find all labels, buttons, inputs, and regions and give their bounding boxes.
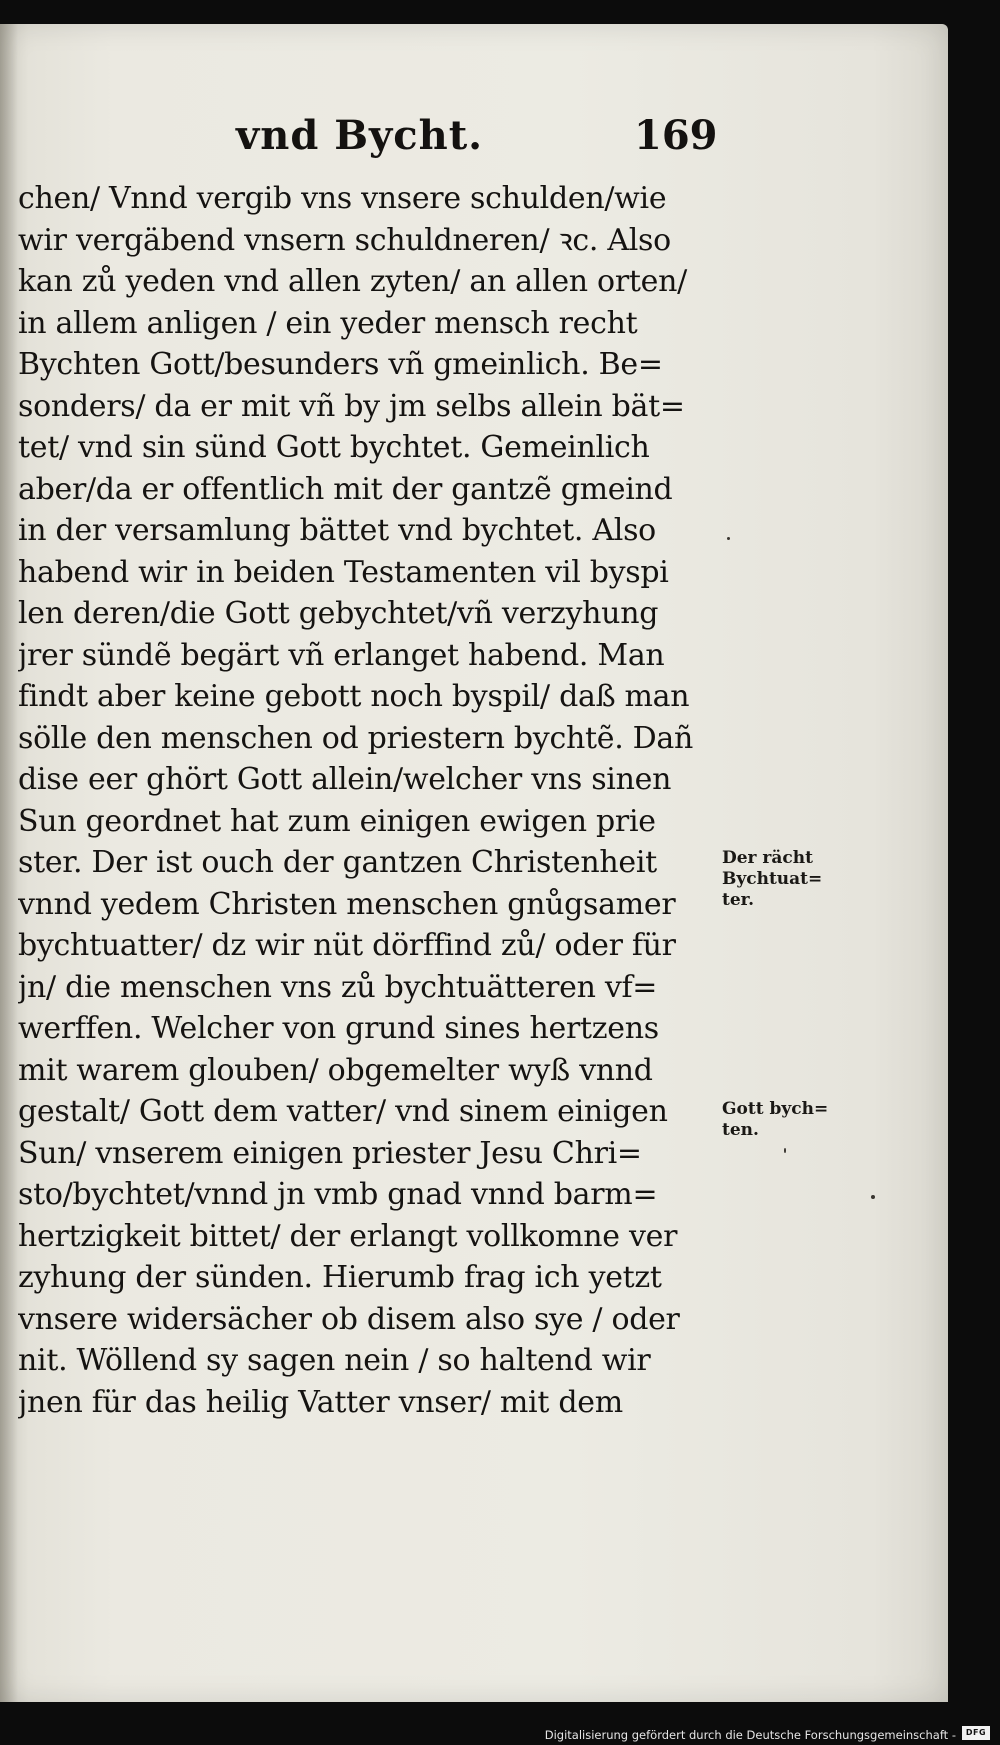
text-line: tet/ vnd sin sünd Gott bychtet. Gemeinlich bbox=[18, 430, 650, 465]
marginal-note-line: ten. bbox=[722, 1120, 759, 1140]
text-line: in allem anligen / ein yeder mensch recht bbox=[18, 305, 638, 341]
text-line: in der versamlung bättet vnd bychtet. Also bbox=[18, 513, 656, 548]
text-line: bychtuatter/ dz wir nüt dörffind zů/ oder für bbox=[18, 928, 676, 963]
marginal-note-line: ter. bbox=[722, 890, 754, 910]
running-head-title: vnd Bycht. bbox=[236, 112, 484, 159]
text-line: Bychten Gott/besunders vñ gmeinlich. Be= bbox=[18, 347, 663, 382]
text-line: aber/da er offentlich mit der gantzẽ gmeind bbox=[18, 471, 673, 507]
text-line: habend wir in beiden Testamenten vil byspi bbox=[18, 554, 669, 590]
running-head bbox=[0, 112, 948, 172]
text-line: werffen. Welcher von grund sines hertzens bbox=[18, 1011, 659, 1046]
text-line: Sun geordnet hat zum einigen ewigen prie bbox=[18, 803, 656, 839]
text-line: vnsere widersächer ob disem also sye / oder bbox=[18, 1301, 680, 1337]
text-line: jn/ die menschen vns zů bychtuätteren vf= bbox=[18, 969, 658, 1005]
dfg-logo: DFG bbox=[962, 1726, 990, 1740]
text-line: Sun/ vnserem einigen priester Jesu Chri= bbox=[18, 1135, 642, 1171]
text-line: sölle den menschen od priestern bychtẽ. Dañ bbox=[18, 720, 694, 756]
marginal-note-line: Bychtuat= bbox=[722, 869, 823, 889]
text-line: jrer sündẽ begärt vñ erlanget habend. Man bbox=[18, 637, 665, 673]
marginal-note-line: Der rächt bbox=[722, 848, 813, 868]
text-line: gestalt/ Gott dem vatter/ vnd sinem einigen bbox=[18, 1094, 668, 1129]
ink-speck bbox=[871, 1195, 875, 1199]
text-line: mit warem glouben/ obgemelter wyß vnnd bbox=[18, 1052, 653, 1088]
marginal-note-confess-god bbox=[722, 1099, 862, 1141]
text-line: sto/bychtet/vnnd jn vmb gnad vnnd barm= bbox=[18, 1177, 658, 1212]
text-line: len deren/die Gott gebychtet/vñ verzyhung bbox=[18, 596, 659, 631]
text-line: jnen für das heilig Vatter vnser/ mit dem bbox=[18, 1384, 623, 1420]
text-line: nit. Wöllend sy sagen nein / so haltend wir bbox=[18, 1343, 651, 1378]
text-line: dise eer ghört Gott allein/welcher vns sinen bbox=[18, 762, 672, 797]
page-number: 169 bbox=[634, 112, 718, 159]
text-line: hertzigkeit bittet/ der erlangt vollkomne ver bbox=[18, 1218, 678, 1254]
marginal-note-confessor bbox=[722, 848, 862, 911]
text-line: chen/ Vnnd vergib vns vnsere schulden/wie bbox=[18, 181, 667, 216]
ink-speck bbox=[727, 537, 730, 540]
ink-speck bbox=[784, 1148, 786, 1153]
text-line: sonders/ da er mit vñ by jm selbs allein bät= bbox=[18, 388, 685, 424]
scan-footer bbox=[0, 1702, 1000, 1745]
funding-credit: Digitalisierung gefördert durch die Deutsche Forschungsgemeinschaft - bbox=[544, 1728, 956, 1742]
text-line: findt aber keine gebott noch byspil/ daß man bbox=[18, 679, 690, 714]
text-line: zyhung der sünden. Hierumb frag ich yetzt bbox=[18, 1260, 662, 1295]
body-text bbox=[18, 178, 720, 1423]
marginal-note-line: Gott bych= bbox=[722, 1099, 829, 1119]
text-line: ster. Der ist ouch der gantzen Christenheit bbox=[18, 845, 657, 880]
text-line: kan zů yeden vnd allen zyten/ an allen orten/ bbox=[18, 264, 687, 299]
text-line: wir vergäbend vnsern schuldneren/ ꝛc. Also bbox=[18, 222, 671, 258]
text-line: vnnd yedem Christen menschen gnůgsamer bbox=[18, 886, 676, 922]
